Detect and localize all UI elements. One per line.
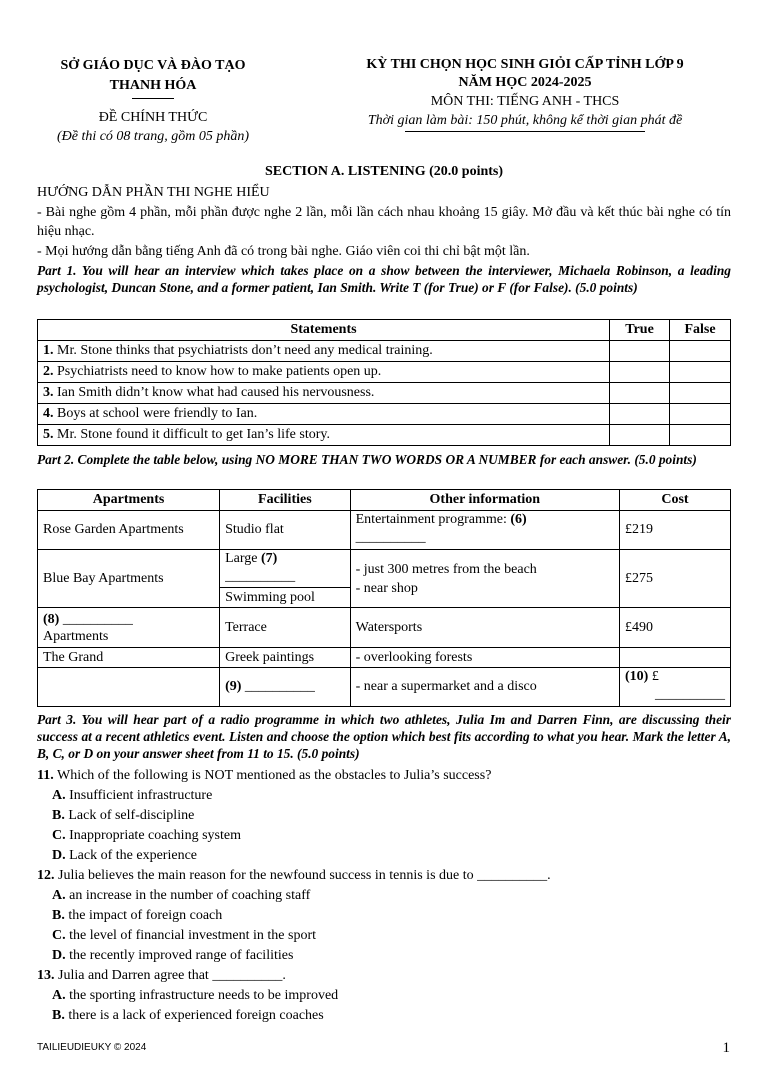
statement-text: Boys at school were friendly to Ian. bbox=[57, 406, 258, 421]
currency-symbol: £ bbox=[651, 669, 659, 684]
question-number: (6) bbox=[510, 512, 527, 527]
option-letter: C. bbox=[52, 828, 66, 843]
part1-instruction: Part 1. You will hear an interview which takes place on a show between the interviewer, Michaela Robinson, a leading psychologist, Duncan Stone, and a former patient, Ian Smith. Write T (for True) or F (for False). (5.0 points) bbox=[37, 263, 731, 295]
table-row bbox=[38, 383, 731, 404]
answer-blank-6[interactable]: __________ bbox=[355, 530, 426, 545]
table-row bbox=[38, 550, 731, 608]
part1-table bbox=[37, 319, 731, 446]
false-answer-cell[interactable] bbox=[670, 362, 731, 383]
question-list bbox=[37, 766, 731, 1026]
footer-brand: TAILIEUDIEUKY © 2024 bbox=[37, 1042, 147, 1053]
table-row bbox=[38, 404, 731, 425]
apartment-text: Apartments bbox=[43, 628, 109, 644]
question-13 bbox=[37, 966, 731, 986]
facility-cell: Terrace bbox=[220, 608, 351, 648]
instructions-heading: HƯỚNG DẪN PHẦN THI NGHE HIỂU bbox=[37, 185, 270, 200]
answer-blank-7[interactable]: __________ bbox=[225, 569, 296, 584]
option-text: the recently improved range of facilities bbox=[69, 948, 294, 963]
answer-blank-10[interactable]: __________ bbox=[654, 687, 725, 702]
question-number: (7) bbox=[260, 551, 278, 566]
part2-instruction bbox=[37, 451, 731, 468]
instructions-line-1: - Bài nghe gồm 4 phần, mỗi phần được nghe 2 lần, mỗi lần cách nhau khoảng 15 giây. Mở đầu và kết thúc bài nghe có tín hiệu nhạc. bbox=[37, 204, 731, 239]
part3-instruction: Part 3. You will hear part of a radio programme in which two athletes, Julia Im and Darren Finn, are discussing their success at a recent athletics event. Listen and choose the option which best fits according to what you hear. Mark the letter A, B, C, or D on your answer sheet from 11 to 15. (5.0 points) bbox=[37, 712, 731, 761]
option-13b[interactable] bbox=[37, 1006, 731, 1026]
other-info-text: Entertainment programme: bbox=[355, 512, 511, 527]
true-header: True bbox=[610, 320, 670, 341]
true-answer-cell[interactable] bbox=[610, 425, 670, 446]
answer-blank-9[interactable]: __________ bbox=[244, 679, 315, 694]
other-info-cell: - near a supermarket and a disco bbox=[350, 668, 619, 707]
option-12d[interactable] bbox=[37, 946, 731, 966]
option-letter: B. bbox=[52, 908, 65, 923]
option-11a[interactable] bbox=[37, 786, 731, 806]
other-info-text: - just 300 metres from the beach bbox=[355, 561, 537, 577]
part2-table bbox=[37, 489, 731, 707]
option-11d[interactable] bbox=[37, 846, 731, 866]
false-answer-cell[interactable] bbox=[670, 425, 731, 446]
true-answer-cell[interactable] bbox=[610, 341, 670, 362]
other-info-text: - near shop bbox=[355, 580, 418, 596]
option-12b[interactable] bbox=[37, 906, 731, 926]
facility-cell: Studio flat bbox=[220, 511, 351, 550]
option-letter: A. bbox=[52, 788, 66, 803]
question-number: (8) bbox=[43, 611, 60, 627]
exam-time: Thời gian làm bài: 150 phút, không kể thời gian phát đề bbox=[367, 113, 683, 128]
page-count-note: (Đề thi có 08 trang, gồm 05 phần) bbox=[56, 129, 250, 144]
cost-header: Cost bbox=[619, 490, 730, 511]
option-letter: D. bbox=[52, 948, 66, 963]
section-title: SECTION A. LISTENING (20.0 points) bbox=[264, 164, 504, 179]
option-text: the level of financial investment in the sport bbox=[69, 928, 316, 943]
option-text: Lack of self-discipline bbox=[68, 808, 195, 823]
statement-text: Mr. Stone thinks that psychiatrists don’t need any medical training. bbox=[57, 343, 433, 358]
question-number: 12. bbox=[37, 868, 55, 883]
statement-number: 5. bbox=[43, 427, 54, 442]
question-text: Julia and Darren agree that __________. bbox=[58, 968, 286, 983]
option-text: Insufficient infrastructure bbox=[69, 788, 213, 803]
page-number: 1 bbox=[722, 1040, 730, 1056]
question-number: 11. bbox=[37, 768, 54, 783]
true-answer-cell[interactable] bbox=[610, 383, 670, 404]
question-number: 13. bbox=[37, 968, 55, 983]
option-letter: A. bbox=[52, 888, 66, 903]
option-text: the sporting infrastructure needs to be improved bbox=[69, 988, 339, 1003]
statement-text: Ian Smith didn’t know what had caused his nervousness. bbox=[57, 385, 375, 400]
official-status: ĐỀ CHÍNH THỨC bbox=[98, 110, 208, 125]
facility-text: Large bbox=[225, 551, 261, 566]
statement-number: 1. bbox=[43, 343, 54, 358]
option-text: the impact of foreign coach bbox=[68, 908, 223, 923]
header-right bbox=[300, 56, 750, 132]
statement-number: 4. bbox=[43, 406, 54, 421]
apartment-cell: Blue Bay Apartments bbox=[38, 550, 220, 608]
statements-header: Statements bbox=[38, 320, 610, 341]
exam-title: KỲ THI CHỌN HỌC SINH GIỎI CẤP TỈNH LỚP 9 bbox=[366, 57, 684, 72]
table-row bbox=[38, 668, 731, 707]
question-12 bbox=[37, 866, 731, 886]
part2-instruction-c: for each answer. (5.0 points) bbox=[536, 452, 697, 467]
answer-blank-8[interactable]: __________ bbox=[62, 611, 133, 627]
statement-number: 3. bbox=[43, 385, 54, 400]
option-letter: B. bbox=[52, 1008, 65, 1023]
true-answer-cell[interactable] bbox=[610, 404, 670, 425]
option-text: Inappropriate coaching system bbox=[69, 828, 241, 843]
question-text: Julia believes the main reason for the newfound success in tennis is due to __________. bbox=[58, 868, 551, 883]
instructions-line-2: - Mọi hướng dẫn bằng tiếng Anh đã có trong bài nghe. Giáo viên coi thi chỉ bật một lần. bbox=[37, 243, 530, 259]
false-answer-cell[interactable] bbox=[670, 341, 731, 362]
facilities-header: Facilities bbox=[220, 490, 351, 511]
false-answer-cell[interactable] bbox=[670, 383, 731, 404]
apartment-cell: The Grand bbox=[38, 648, 220, 668]
question-text: Which of the following is NOT mentioned as the obstacles to Julia’s success? bbox=[56, 768, 492, 783]
part2-instruction-b: NO MORE THAN TWO WORDS OR A NUMBER bbox=[255, 452, 537, 467]
part2-instruction-a: Part 2. Complete the table below, using bbox=[37, 452, 256, 467]
option-text: there is a lack of experienced foreign coaches bbox=[68, 1008, 324, 1023]
option-12a[interactable] bbox=[37, 886, 731, 906]
cost-cell: £275 bbox=[619, 550, 730, 608]
option-letter: C. bbox=[52, 928, 66, 943]
facility-cell: Greek paintings bbox=[220, 648, 351, 668]
table-row bbox=[38, 341, 731, 362]
false-answer-cell[interactable] bbox=[670, 404, 731, 425]
department-province: THANH HÓA bbox=[109, 78, 197, 93]
department-name: SỞ GIÁO DỤC VÀ ĐÀO TẠO bbox=[60, 58, 246, 73]
apartments-header: Apartments bbox=[38, 490, 220, 511]
header-left bbox=[28, 56, 278, 146]
table-row bbox=[38, 608, 731, 648]
table-row bbox=[38, 425, 731, 446]
question-number: (10) bbox=[624, 669, 649, 684]
facility-text: Swimming pool bbox=[225, 590, 315, 605]
option-12c[interactable] bbox=[37, 926, 731, 946]
apartment-cell bbox=[38, 668, 220, 707]
other-info-cell: Watersports bbox=[350, 608, 619, 648]
option-text: an increase in the number of coaching staff bbox=[69, 888, 311, 903]
option-11c[interactable] bbox=[37, 826, 731, 846]
option-letter: A. bbox=[52, 988, 66, 1003]
table-row bbox=[38, 648, 731, 668]
other-info-cell: - overlooking forests bbox=[350, 648, 619, 668]
option-letter: B. bbox=[52, 808, 65, 823]
question-number: (9) bbox=[225, 679, 242, 694]
statement-text: Mr. Stone found it difficult to get Ian’s life story. bbox=[57, 427, 330, 442]
option-text: Lack of the experience bbox=[69, 848, 197, 863]
option-letter: D. bbox=[52, 848, 66, 863]
statement-number: 2. bbox=[43, 364, 54, 379]
other-info-header: Other information bbox=[350, 490, 619, 511]
option-11b[interactable] bbox=[37, 806, 731, 826]
false-header: False bbox=[670, 320, 731, 341]
statement-text: Psychiatrists need to know how to make patients open up. bbox=[57, 364, 382, 379]
cost-cell: £490 bbox=[619, 608, 730, 648]
header-right-divider bbox=[405, 131, 645, 132]
question-11 bbox=[37, 766, 731, 786]
instructions bbox=[37, 183, 731, 261]
table-row bbox=[38, 511, 731, 550]
apartment-cell: Rose Garden Apartments bbox=[38, 511, 220, 550]
cost-cell: £219 bbox=[619, 511, 730, 550]
cost-cell bbox=[619, 648, 730, 668]
exam-year: NĂM HỌC 2024-2025 bbox=[458, 75, 592, 90]
table-row bbox=[38, 362, 731, 383]
true-answer-cell[interactable] bbox=[610, 362, 670, 383]
option-13a[interactable] bbox=[37, 986, 731, 1006]
header-divider bbox=[132, 98, 174, 99]
exam-subject: MÔN THI: TIẾNG ANH - THCS bbox=[430, 94, 620, 109]
